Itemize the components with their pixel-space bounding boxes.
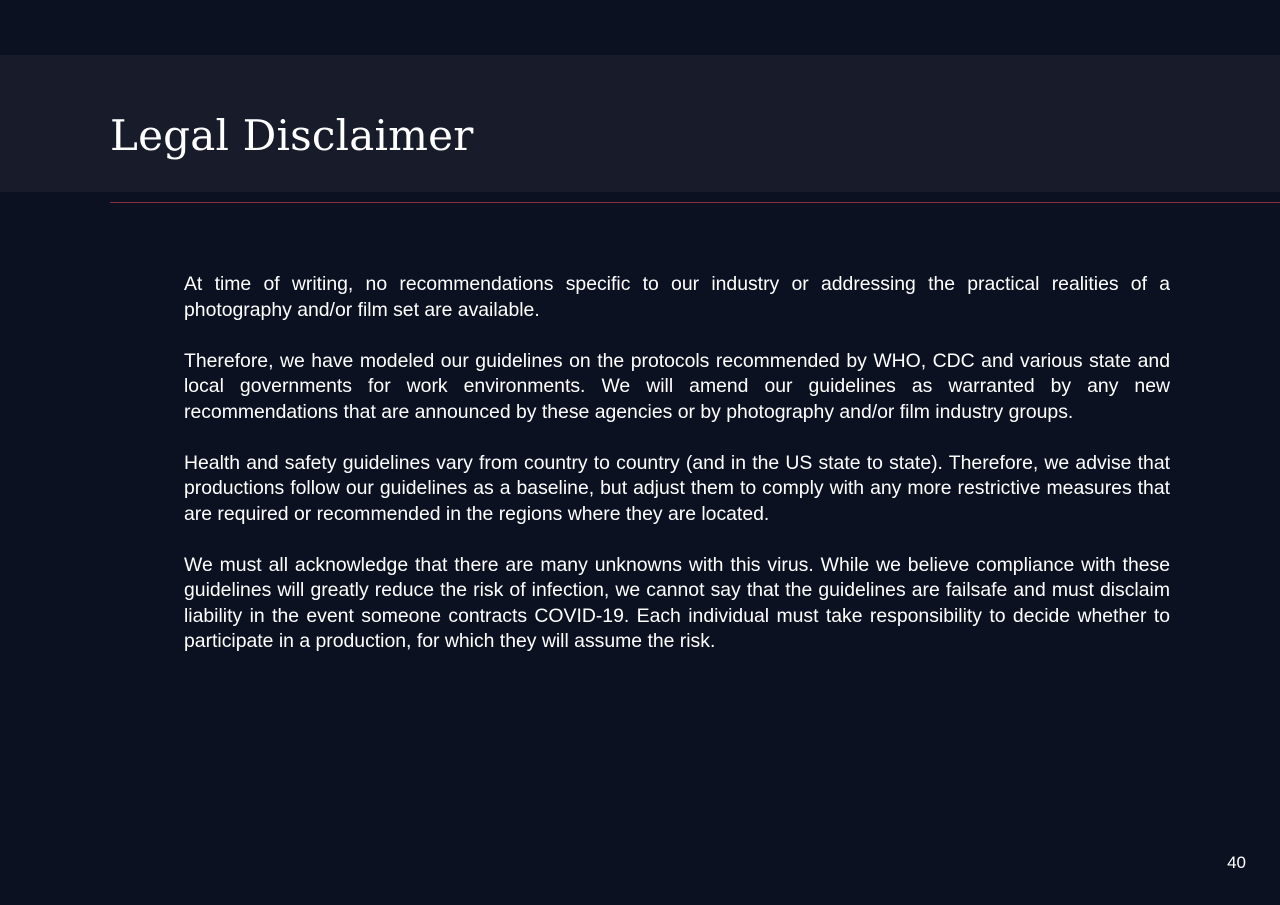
paragraph-industry-recommendations: At time of writing, no recommendations specific to our industry or addressing the practical realities of a photography and/or film set are available. — [184, 273, 1170, 321]
paragraph-liability: We must all acknowledge that there are many unknowns with this virus. While we believe compliance with these guidelines will greatly reduce the risk of infection, we cannot say that the guidelines are failsafe and must disclaim liability in the event someone contracts COVID-19. Each individual must take responsibility to decide whether to participate in a production, for which they will assume the risk. — [184, 553, 1170, 652]
title-divider — [110, 202, 1280, 203]
paragraph-regional-variation: Health and safety guidelines vary from country to country (and in the US state to state). Therefore, we advise that productions follow our guidelines as a baseline, but adjust them to comply with any more restrictive measures that are required or recommended in the regions where they are located. — [184, 451, 1170, 525]
paragraph-guideline-basis: Therefore, we have modeled our guidelines on the protocols recommended by WHO, CDC and various state and local governments for work environments. We will amend our guidelines as warranted by any new recommendations that are announced by these agencies or by photography and/or film industry groups. — [184, 349, 1170, 423]
page-number: 40 — [1227, 853, 1246, 872]
page-title: Legal Disclaimer — [110, 111, 474, 160]
disclaimer-body — [184, 272, 1170, 680]
